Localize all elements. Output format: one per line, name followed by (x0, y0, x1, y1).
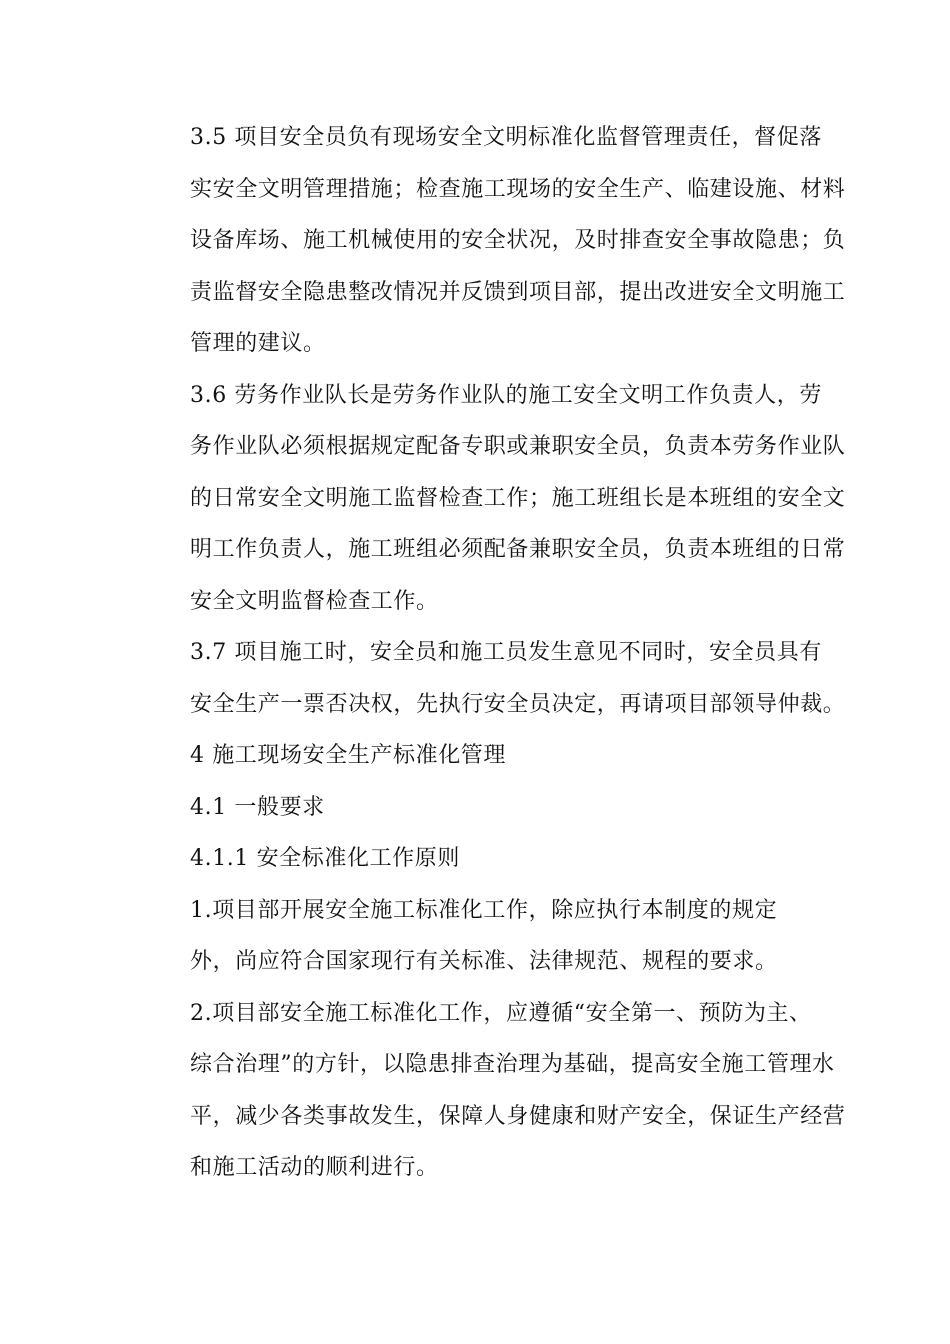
heading-text: 4.1 一般要求 (190, 794, 325, 820)
list-item-1 (146, 885, 806, 988)
text-line: 3.5 项目安全员负有现场安全文明标准化监督管理责任，督促落 (190, 125, 822, 150)
paragraph-3-6 (146, 370, 846, 628)
text-line: 1.项目部开展安全施工标准化工作，除应执行本制度的规定 (190, 897, 778, 923)
text-line: 2.项目部安全施工标准化工作，应遵循“安全第一、预防为主、 (190, 1000, 812, 1026)
text-line: 3.6 劳务作业队长是劳务作业队的施工安全文明工作负责人，劳 (190, 382, 822, 408)
text-line: 外，尚应符合国家现行有关标准、法律规范、规程的要求。 (190, 949, 778, 974)
heading-text: 4 施工现场安全生产标准化管理 (190, 743, 506, 768)
section-heading-4-1 (146, 782, 806, 834)
list-item-2 (146, 988, 846, 1194)
text-line: 实安全文明管理措施；检查施工现场的安全生产、临建设施、材料 (190, 176, 846, 202)
text-line: 明工作负责人，施工班组必须配备兼职安全员，负责本班组的日常 (190, 537, 846, 562)
text-line: 综合治理”的方针，以隐患排查治理为基础，提高安全施工管理水 (190, 1052, 835, 1077)
heading-text: 4.1.1 安全标准化工作原则 (190, 846, 460, 871)
text-line: 务作业队必须根据规定配备专职或兼职安全员，负责本劳务作业队 (190, 434, 846, 459)
text-line: 3.7 项目施工时，安全员和施工员发生意见不同时，安全员具有 (190, 640, 822, 665)
document-body (146, 112, 846, 1194)
text-line: 管理的建议。 (190, 331, 326, 356)
text-line: 安全文明监督检查工作。 (190, 588, 439, 614)
section-heading-4-1-1 (146, 833, 806, 885)
paragraph-3-5 (146, 112, 846, 370)
text-line: 和施工活动的顺利进行。 (190, 1155, 439, 1180)
text-line: 的日常安全文明施工监督检查工作；施工班组长是本班组的安全文 (190, 485, 846, 511)
paragraph-3-7 (146, 627, 846, 730)
section-heading-4 (146, 730, 806, 782)
text-line: 平，减少各类事故发生，保障人身健康和财产安全，保证生产经营 (190, 1103, 846, 1129)
text-line: 责监督安全隐患整改情况并反馈到项目部，提出改进安全文明施工 (190, 279, 846, 305)
text-line: 设备库场、施工机械使用的安全状况，及时排查安全事故隐患；负 (190, 228, 846, 253)
text-line: 安全生产一票否决权，先执行安全员决定，再请项目部领导仲裁。 (190, 691, 846, 717)
